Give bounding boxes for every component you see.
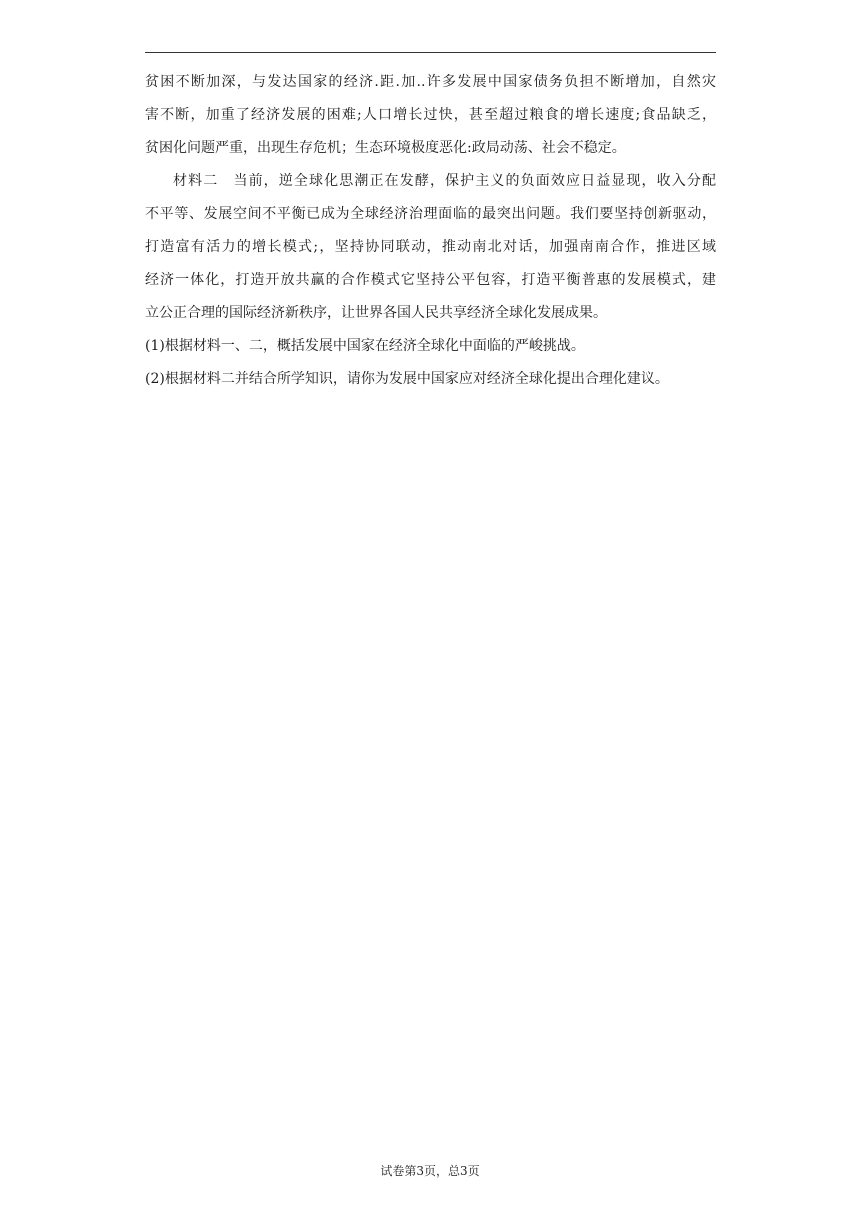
material-one-paragraph	[145, 66, 716, 165]
paragraph-line: 打造富有活力的增长模式;，坚持协同联动，推动南北对话，加强南南合作，推进区域	[145, 239, 716, 255]
material-two-paragraph	[145, 165, 716, 330]
question-list	[145, 330, 716, 396]
paragraph-line: 经济一体化，打造开放共赢的合作模式它坚持公平包容，打造平衡普惠的发展模式，建	[145, 272, 716, 288]
paragraph-line: 立公正合理的国际经济新秩序，让世界各国人民共享经济全球化发展成果。	[145, 305, 607, 321]
exam-content	[145, 66, 716, 396]
page-footer: 试卷第3页，总3页	[380, 1164, 480, 1178]
header-rule	[145, 52, 716, 53]
paragraph-line: 不平等、发展空间不平衡已成为全球经济治理面临的最突出问题。我们要坚持创新驱动，	[145, 206, 716, 222]
paragraph-line: 害不断，加重了经济发展的困难;人口增长过快，甚至超过粮食的增长速度;食品缺乏，	[145, 107, 716, 123]
question-1: (1)根据材料一、二，概括发展中国家在经济全球化中面临的严峻挑战。	[145, 338, 585, 354]
question-2: (2)根据材料二并结合所学知识，请你为发展中国家应对经济全球化提出合理化建议。	[145, 371, 669, 387]
paragraph-line: 贫困不断加深，与发达国家的经济.距.加..许多发展中国家债务负担不断增加，自然灾	[145, 74, 716, 90]
paragraph-line: 材料二 当前，逆全球化思潮正在发酵，保护主义的负面效应日益显现，收入分配	[173, 173, 716, 189]
paragraph-line: 贫困化问题严重，出现生存危机；生态环境极度恶化:政局动荡、社会不稳定。	[145, 140, 626, 156]
